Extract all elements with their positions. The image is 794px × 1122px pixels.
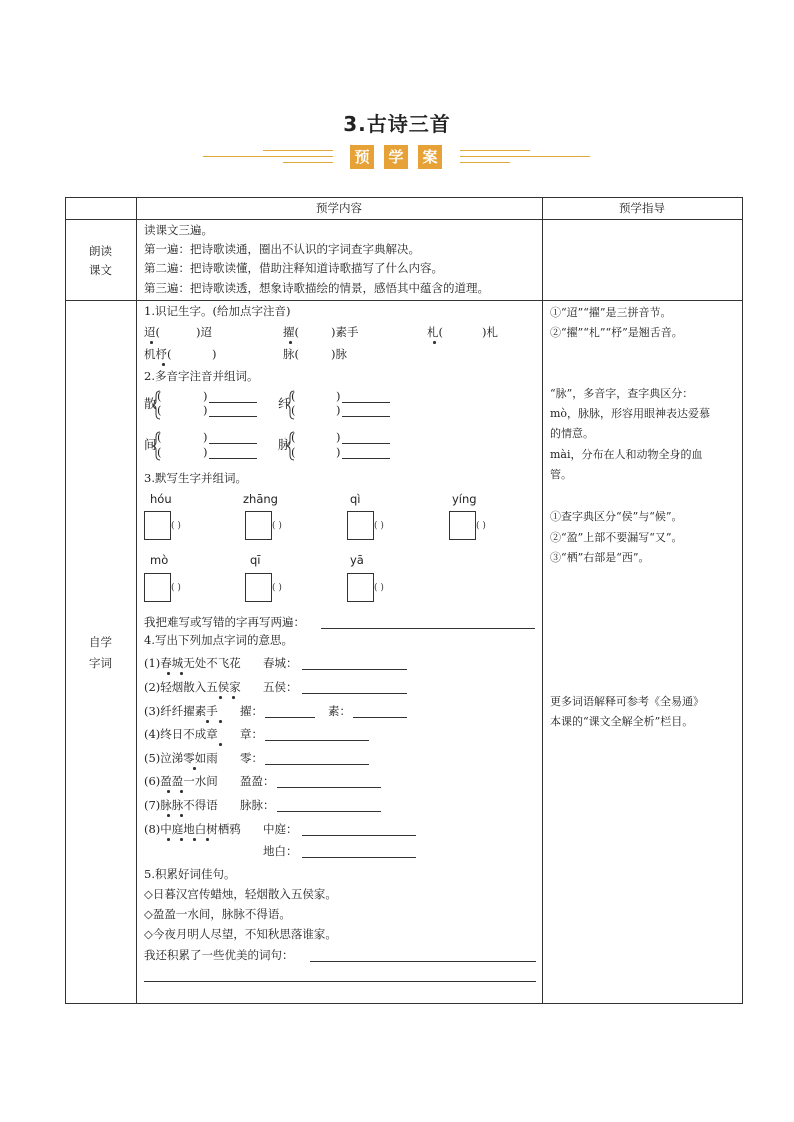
emphasis-dot <box>167 790 170 793</box>
q4-item-8: (8)中庭地白树栖鸦 <box>144 822 241 836</box>
q2-paren-open: ( <box>291 389 296 403</box>
q3-paren: ( ) <box>272 583 282 593</box>
q5-title: 5.积累好词佳句。 <box>144 867 236 881</box>
q3-paren: ( ) <box>272 521 282 531</box>
emphasis-dot <box>232 696 235 699</box>
q2-paren-open: ( <box>291 403 296 417</box>
q5-line-2: ◇盈盈一水间，脉脉不得语。 <box>144 907 291 921</box>
q3-paren: ( ) <box>476 521 486 531</box>
emphasis-dot <box>180 814 183 817</box>
section2-label-2: 字词 <box>89 656 112 670</box>
q3-paren: ( ) <box>171 583 181 593</box>
guide-note-2: ②“擢”“札”“杼”是翘舌音。 <box>550 326 683 339</box>
section1-line-3: 第二遍：把诗歌读懂，借助注释知道诗歌描写了什么内容。 <box>144 261 443 275</box>
q2-paren-open: ( <box>157 445 162 459</box>
banner-char-2: 学 <box>384 145 408 169</box>
q2-paren-close: ) <box>203 445 208 459</box>
emphasis-dot <box>219 743 222 746</box>
q1-item-1-open: 迢( <box>144 325 160 339</box>
guide-note-1: ①“迢”“擢”是三拼音节。 <box>550 306 672 319</box>
emphasis-dot <box>206 838 209 841</box>
q3-title: 3.默写生字并组词。 <box>144 471 247 485</box>
char-box[interactable] <box>449 511 476 540</box>
q2-char-mai: 脉 <box>278 437 291 452</box>
q3-pinyin-qi2: qī <box>250 553 261 567</box>
char-box[interactable] <box>245 511 272 540</box>
guide-write-3: ③“栖”右部是“西”。 <box>550 551 650 564</box>
answer-line[interactable] <box>321 628 535 629</box>
emphasis-dot <box>219 720 222 723</box>
q1-item-3-open: 札( <box>427 325 443 339</box>
q1-item-5-open: 脉( <box>283 347 299 361</box>
emphasis-dot <box>167 838 170 841</box>
q4-item-6: (6)盈盈一水间 <box>144 774 218 788</box>
emphasis-dot <box>167 672 170 675</box>
q4-item-2: (2)轻烟散入五侯家 <box>144 680 241 694</box>
answer-line[interactable] <box>302 669 407 670</box>
q2-char-jian: 间 <box>144 437 157 452</box>
q2-paren-close: ) <box>336 389 341 403</box>
q4-item-4: (4)终日不成章 <box>144 727 218 741</box>
q4-item-8-label: 中庭： <box>263 822 298 836</box>
section1-line-4: 第三遍：把诗歌读透，想象诗歌描绘的情景，感悟其中蕴含的道理。 <box>144 281 489 295</box>
page-title: 3.古诗三首 <box>343 112 451 136</box>
char-box[interactable] <box>347 573 374 602</box>
q2-paren-close: ) <box>336 430 341 444</box>
q2-char-xian: 纤 <box>278 396 291 411</box>
q1-item-4-close: ) <box>212 347 217 361</box>
q1-title: 1.识记生字。(给加点字注音) <box>144 304 291 318</box>
section1-line-1: 读课文三遍。 <box>144 223 213 237</box>
section1-label-2: 课文 <box>89 263 112 277</box>
answer-line[interactable] <box>310 961 536 962</box>
guide-more-2: 本课的“课文全解全析”栏目。 <box>550 715 694 728</box>
q2-paren-open: ( <box>291 430 296 444</box>
q1-item-5-close: )脉 <box>331 347 347 361</box>
q4-item-8-label-2: 地白： <box>263 844 298 858</box>
section1-line-2: 第一遍：把诗歌读通，圈出不认识的字词查字典解决。 <box>144 242 420 256</box>
answer-line[interactable] <box>265 717 315 718</box>
char-box[interactable] <box>245 573 272 602</box>
q3-paren: ( ) <box>374 583 384 593</box>
banner-char-3: 案 <box>418 145 442 169</box>
q2-paren-close: ) <box>336 403 341 417</box>
q2-paren-open: ( <box>291 445 296 459</box>
section1-label-1: 朗读 <box>89 244 112 258</box>
q5-prompt: 我还积累了一些优美的词句： <box>144 948 294 962</box>
q4-item-5: (5)泣涕零如雨 <box>144 751 218 765</box>
q3-pinyin-ya: yā <box>350 553 364 567</box>
answer-line[interactable] <box>144 981 536 982</box>
guide-mai-5: 管。 <box>550 468 572 481</box>
q4-title: 4.写出下列加点字词的意思。 <box>144 633 293 647</box>
char-box[interactable] <box>347 511 374 540</box>
q2-paren-open: ( <box>157 403 162 417</box>
emphasis-dot <box>193 838 196 841</box>
guide-write-2: ②“盈”上部不要漏写“又”。 <box>550 531 683 544</box>
answer-line[interactable] <box>265 764 369 765</box>
q1-item-3-close: )札 <box>482 325 498 339</box>
answer-line[interactable] <box>302 835 416 836</box>
q4-item-7: (7)脉脉不得语 <box>144 798 218 812</box>
q4-item-7-label: 脉脉： <box>240 798 275 812</box>
header-content: 预学内容 <box>316 201 362 215</box>
guide-mai-2: mò，脉脉，形容用眼神表达爱慕 <box>550 407 711 420</box>
q4-item-2-label: 五侯： <box>263 680 298 694</box>
emphasis-dot <box>180 838 183 841</box>
q4-item-4-label: 章： <box>240 727 263 741</box>
emphasis-dot <box>180 672 183 675</box>
q2-paren-open: ( <box>157 389 162 403</box>
emphasis-dot <box>206 720 209 723</box>
q2-paren-close: ) <box>203 403 208 417</box>
header-guide: 预学指导 <box>619 201 665 215</box>
q3-pinyin-qi: qì <box>350 492 361 506</box>
q4-item-1: (1)春城无处不飞花 <box>144 656 241 670</box>
q3-pinyin-zhang: zhāng <box>243 492 278 506</box>
answer-line[interactable] <box>353 717 407 718</box>
q2-title: 2.多音字注音并组词。 <box>144 369 259 383</box>
emphasis-dot <box>180 790 183 793</box>
answer-line[interactable] <box>277 811 381 812</box>
char-box[interactable] <box>144 511 171 540</box>
guide-write-1: ①查字典区分“侯”与“候”。 <box>550 510 683 523</box>
q3-paren: ( ) <box>374 521 384 531</box>
q5-line-3: ◇今夜月明人尽望，不知秋思落谁家。 <box>144 927 337 941</box>
q4-item-6-label: 盈盈： <box>240 774 275 788</box>
q1-item-1-close: )迢 <box>196 325 212 339</box>
q1-item-4-open: 机杼( <box>144 347 172 361</box>
guide-mai-4: mài，分布在人和动物全身的血 <box>550 448 703 461</box>
guide-mai-1: “脉”，多音字，查字典区分： <box>550 387 694 400</box>
answer-line[interactable] <box>302 693 407 694</box>
q2-char-san: 散 <box>144 396 157 411</box>
q3-rewrite-label: 我把难写或写错的字再写两遍： <box>144 615 305 629</box>
q3-pinyin-mo: mò <box>150 553 169 567</box>
q2-paren-open: ( <box>157 430 162 444</box>
q4-item-5-label: 零： <box>240 751 263 765</box>
q5-line-1: ◇日暮汉宫传蜡烛，轻烟散入五侯家。 <box>144 887 337 901</box>
q1-item-2-open: 擢( <box>283 325 299 339</box>
q4-item-3: (3)纤纤擢素手 <box>144 704 218 718</box>
q2-paren-close: ) <box>203 430 208 444</box>
answer-line[interactable] <box>302 857 416 858</box>
q4-item-1-label: 春城： <box>263 656 298 670</box>
q4-item-3-label-2: 素： <box>328 704 351 718</box>
q2-paren-close: ) <box>336 445 341 459</box>
char-box[interactable] <box>144 573 171 602</box>
q1-item-2-close: )素手 <box>331 325 359 339</box>
guide-more-1: 更多词语解释可参考《全易通》 <box>550 695 704 708</box>
section2-label-1: 自学 <box>89 635 112 649</box>
answer-line[interactable] <box>265 740 369 741</box>
emphasis-dot <box>167 814 170 817</box>
q3-paren: ( ) <box>171 521 181 531</box>
emphasis-dot <box>219 696 222 699</box>
answer-line[interactable] <box>277 787 381 788</box>
q3-pinyin-ying: yíng <box>452 492 477 506</box>
emphasis-dot <box>193 767 196 770</box>
guide-mai-3: 的情意。 <box>550 427 594 440</box>
banner-char-1: 预 <box>350 145 374 169</box>
q4-item-3-label: 擢： <box>240 704 263 718</box>
q2-paren-close: ) <box>203 389 208 403</box>
q3-pinyin-hou: hóu <box>150 492 172 506</box>
